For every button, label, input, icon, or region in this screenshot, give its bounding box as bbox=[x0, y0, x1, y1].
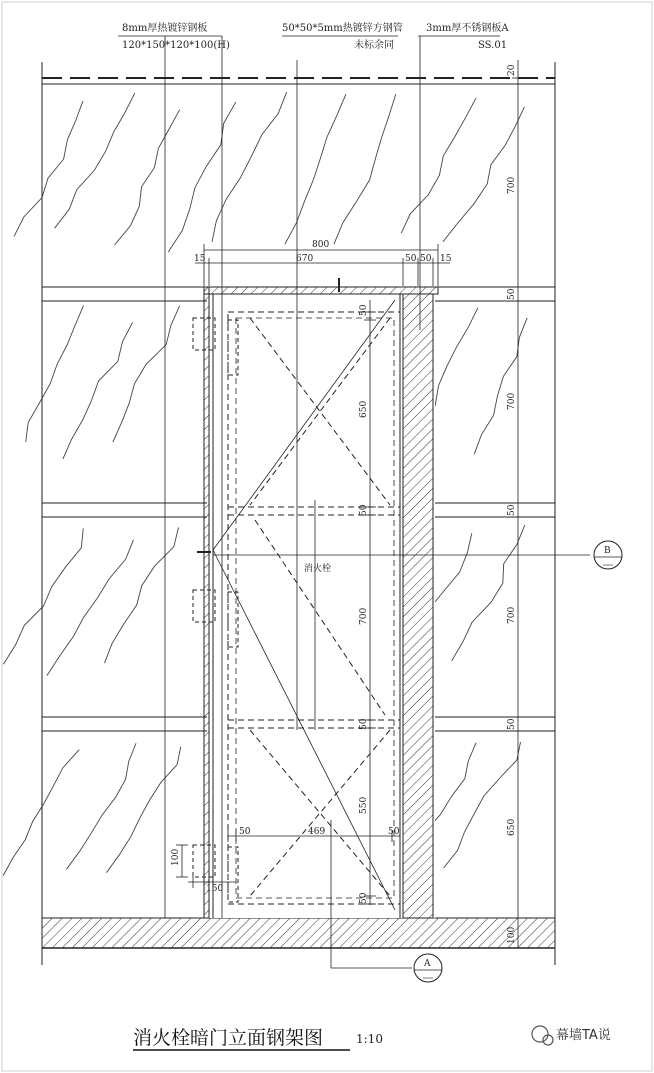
top-dimension-chain bbox=[195, 244, 450, 286]
dim-hinge-height: 100 bbox=[171, 848, 181, 866]
dim-inner-1: 50 bbox=[359, 304, 369, 316]
dim-top-b: 670 bbox=[296, 254, 314, 264]
dim-right-8: 650 bbox=[507, 818, 517, 836]
watermark-text: 幕墙TA说 bbox=[556, 1028, 611, 1043]
vein-stroke bbox=[67, 743, 137, 869]
dim-inner-5: 50 bbox=[359, 718, 369, 730]
callout-steel-tube-line2: 未标余同 bbox=[354, 40, 394, 51]
hydrant-label: 消火栓 bbox=[304, 564, 332, 574]
dim-top-d: 50 bbox=[420, 254, 432, 264]
dim-top-a: 15 bbox=[194, 254, 206, 264]
drawing-title: 消火栓暗门立面钢架图 bbox=[133, 1027, 324, 1049]
dim-right-1: 20 bbox=[507, 64, 517, 76]
dim-total-width: 800 bbox=[312, 240, 330, 250]
callout-stainless-line2: SS.01 bbox=[478, 40, 508, 51]
vein-stroke bbox=[113, 306, 180, 442]
vein-stroke bbox=[55, 93, 135, 228]
dim-right-9: 100 bbox=[507, 926, 517, 944]
vein-stroke bbox=[3, 528, 83, 664]
section-a-label: A bbox=[424, 959, 431, 969]
vein-stroke bbox=[452, 525, 525, 661]
dim-inner-7: 50 bbox=[359, 892, 369, 904]
dim-right-5: 50 bbox=[507, 504, 517, 516]
dim-right-3: 50 bbox=[507, 288, 517, 300]
callout-steel-plate-line1: 8mm厚热镀锌钢板 bbox=[122, 23, 208, 34]
vein-stroke bbox=[474, 318, 527, 455]
dim-hinge-width: 150 bbox=[206, 884, 224, 894]
dim-inner-2: 650 bbox=[359, 400, 369, 418]
vein-stroke bbox=[168, 102, 236, 252]
vein-stroke bbox=[212, 92, 287, 242]
vein-stroke bbox=[3, 750, 79, 876]
dim-inner-bottom-right: 50 bbox=[388, 827, 400, 837]
vein-stroke bbox=[47, 540, 134, 676]
callout-stainless-line1: 3mm厚不锈钢板A bbox=[426, 23, 509, 34]
vein-stroke bbox=[63, 322, 133, 458]
dim-inner-3: 50 bbox=[359, 504, 369, 516]
dim-top-c: 50 bbox=[405, 254, 417, 264]
vein-stroke bbox=[334, 94, 396, 244]
dim-inner-4: 700 bbox=[359, 607, 369, 625]
wechat-icon bbox=[532, 1026, 548, 1042]
dim-top-e: 15 bbox=[440, 254, 452, 264]
section-marker-a bbox=[414, 954, 442, 982]
vein-stroke bbox=[106, 747, 180, 873]
vein-stroke bbox=[443, 107, 524, 242]
dim-inner-6: 550 bbox=[359, 796, 369, 814]
callout-steel-plate-line2: 120*150*120*100(H) bbox=[122, 40, 230, 51]
vein-stroke bbox=[105, 527, 179, 663]
dim-right-7: 50 bbox=[507, 718, 517, 730]
vein-stroke bbox=[115, 110, 180, 245]
callout-steel-tube-line1: 50*50*5mm热镀锌方钢管 bbox=[282, 23, 403, 34]
dim-right-2: 700 bbox=[507, 176, 517, 194]
dim-right-4: 700 bbox=[507, 392, 517, 410]
vein-stroke bbox=[285, 94, 346, 244]
drawing-scale: 1:10 bbox=[356, 1032, 383, 1046]
dim-inner-bottom-mid: 469 bbox=[308, 827, 326, 837]
watermark bbox=[532, 1026, 611, 1045]
vein-stroke bbox=[444, 742, 521, 868]
vein-stroke bbox=[26, 305, 84, 442]
vein-stroke bbox=[14, 101, 83, 236]
dim-right-6: 700 bbox=[507, 606, 517, 624]
vein-stroke bbox=[401, 98, 476, 233]
section-marker-b bbox=[594, 541, 622, 569]
dim-inner-bottom-left: 50 bbox=[239, 827, 251, 837]
section-b-label: B bbox=[604, 546, 611, 556]
